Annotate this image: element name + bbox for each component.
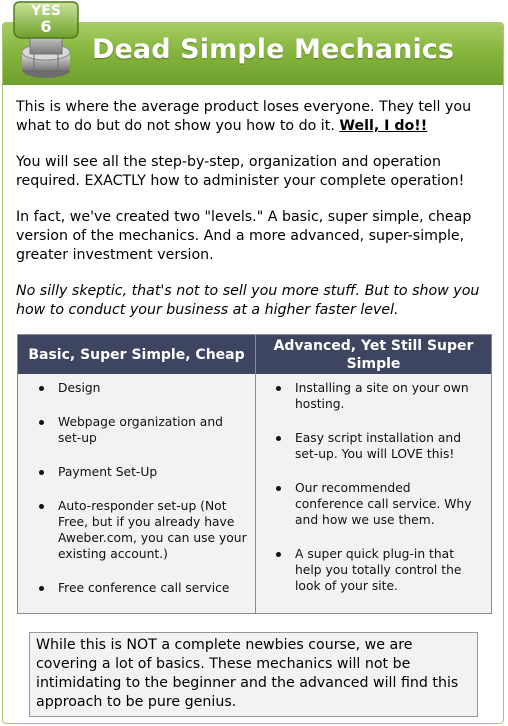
summary-note: While this is NOT a complete newbies course, we are covering a lot of basics. These mechanics will not be intimidating to the beginner and the advanced will find this approach to be pure genius.: [29, 632, 478, 717]
intro-p1-text: This is where the average product loses everyone. They tell you what to do but do not show you how to do it.: [16, 99, 472, 134]
list-item: Easy script installation and set-up. You will LOVE this!: [256, 430, 491, 462]
bolt-nut-icon: [6, 0, 86, 82]
table-body: [18, 374, 491, 613]
list-item: Installing a site on your own hosting.: [256, 380, 491, 412]
list-item: Webpage organization and set-up: [18, 414, 255, 446]
comparison-table: [17, 334, 492, 614]
intro-paragraph-1: [16, 98, 496, 136]
table-header-row: [18, 335, 491, 374]
section-title: Dead Simple Mechanics: [92, 34, 455, 65]
badge-number: 6: [40, 17, 52, 36]
intro-text: [16, 98, 496, 337]
intro-paragraph-4: No silly skeptic, that's not to sell you more stuff. But to show you how to conduct your business at a higher faster level.: [16, 283, 480, 318]
intro-paragraph-2: You will see all the step-by-step, organization and operation required. EXACTLY how to administer your complete operation!: [16, 154, 465, 189]
badge-label: YES: [31, 3, 61, 19]
intro-paragraph-3: In fact, we've created two "levels." A basic, super simple, cheap version of the mechanics. And a more advanced, super-simple, greater investment version.: [16, 209, 472, 263]
list-item: Design: [18, 380, 255, 396]
basic-column: [18, 374, 255, 613]
list-item: Payment Set-Up: [18, 464, 255, 480]
advanced-column: [255, 374, 491, 613]
list-item: Free conference call service: [18, 580, 255, 596]
header-advanced: Advanced, Yet Still Super Simple: [255, 335, 491, 374]
list-item: Our recommended conference call service. Why and how we use them.: [256, 480, 491, 528]
intro-p1-emphasis: Well, I do!!: [339, 118, 428, 134]
list-item: Auto-responder set-up (Not Free, but if you already have Aweber.com, you can use your existing account.): [18, 498, 255, 562]
header-basic: Basic, Super Simple, Cheap: [28, 346, 245, 363]
list-item: A super quick plug-in that help you totally control the look of your site.: [256, 546, 491, 594]
